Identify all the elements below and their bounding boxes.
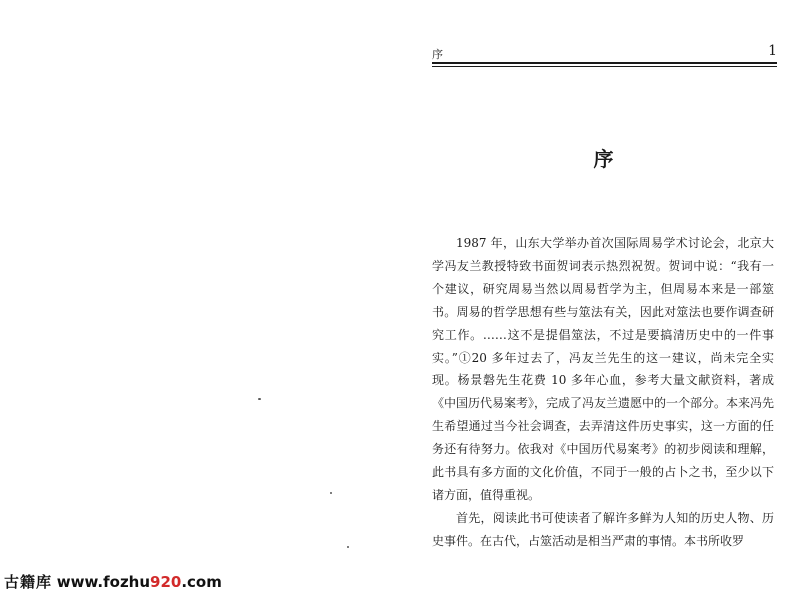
header-rule-thick bbox=[432, 62, 777, 64]
body-text bbox=[432, 232, 774, 553]
watermark-url-suffix: .com bbox=[181, 573, 222, 591]
site-watermark bbox=[4, 571, 222, 592]
running-head-title: 序 bbox=[432, 48, 444, 61]
chapter-title: 序 bbox=[593, 147, 616, 171]
scan-speck bbox=[330, 492, 332, 494]
watermark-site-name: 古籍库 bbox=[4, 573, 53, 591]
scan-speck bbox=[347, 546, 349, 548]
scan-speck bbox=[258, 398, 261, 400]
paragraph: 1987 年，山东大学举办首次国际周易学术讨论会，北京大学冯友兰教授特致书面贺词表示热烈祝贺。贺词中说：“我有一个建议，研究周易当然以周易哲学为主，但周易本来是一部筮书。周易的哲学思想有些与筮法有关，因此对筮法也要作调查研究工作。……这不是提倡筮法，不过是要搞清历史中的一件事实。”①20 多年过去了，冯友兰先生的这一建议，尚未完全实现。杨景磐先生花费 10 多年心血，参考大量文献资料，著成《中国历代易案考》，完成了冯友兰遗愿中的一个部分。本来冯先生希望通过当今社会调查，去弄清这件历史事实，这一方面的任务还有待努力。依我对《中国历代易案考》的初步阅读和理解，此书具有多方面的文化价值，不同于一般的占卜之书，至少以下诸方面，值得重视。 bbox=[432, 236, 775, 502]
watermark-url-prefix: www.fozhu bbox=[56, 573, 151, 591]
header-rule-thin bbox=[432, 66, 777, 67]
right-page bbox=[420, 0, 793, 595]
watermark-url-accent: 920 bbox=[150, 573, 182, 591]
paragraph: 首先，阅读此书可使读者了解许多鲜为人知的历史人物、历史事件。在古代，占筮活动是相当严肃的事情。本书所收罗 bbox=[432, 510, 774, 548]
page-number: 1 bbox=[768, 43, 777, 59]
